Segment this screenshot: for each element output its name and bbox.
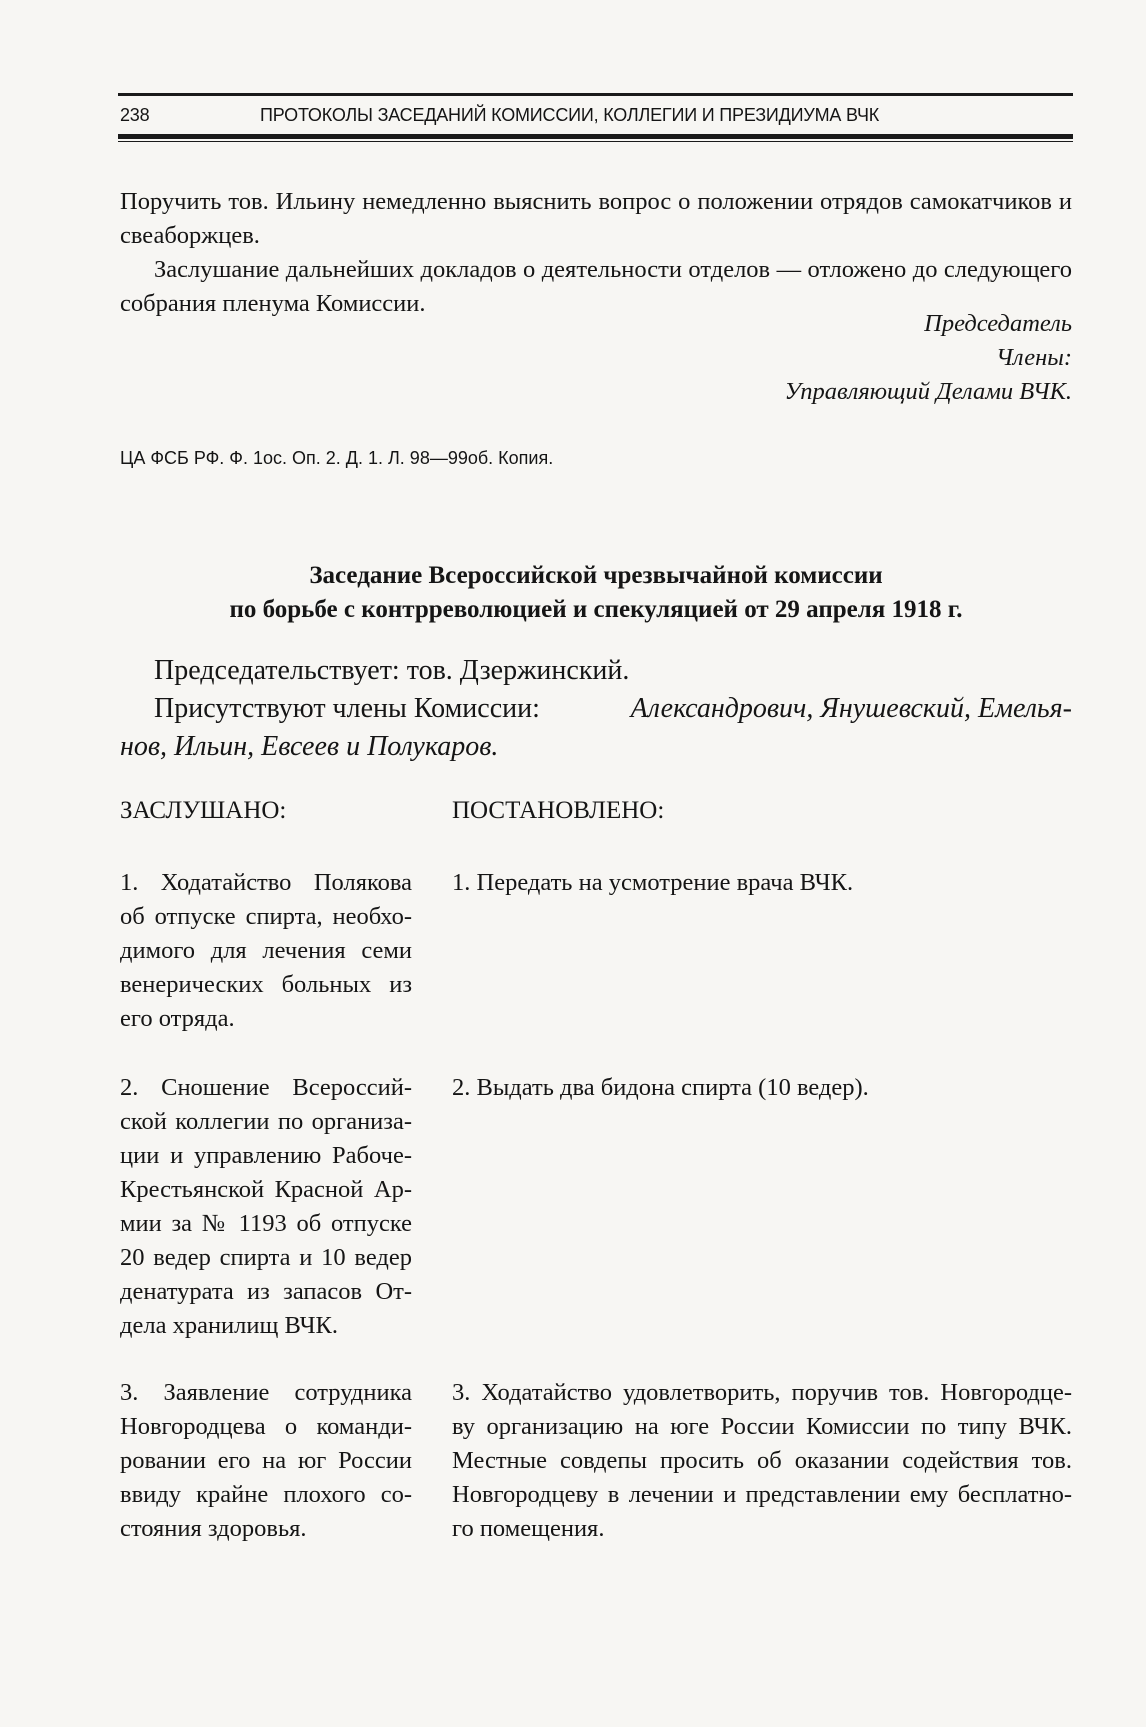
item-2-heard-line: 2. Сношение Всероссий- xyxy=(120,1074,412,1101)
item-1-heard-line: его отряда. xyxy=(120,1005,235,1032)
intro-paragraph-1 xyxy=(120,185,1072,253)
running-header xyxy=(118,93,1073,142)
item-3-heard-line: стояния здоровья. xyxy=(120,1515,307,1542)
title-line-1: Заседание Всероссийской чрезвычайной комиссии xyxy=(309,562,883,589)
item-2-heard-line: денатурата из запасов От- xyxy=(120,1278,412,1305)
present-label: Присутствуют члены Комиссии: xyxy=(154,693,540,724)
item-1-resolved-line: 1. Передать на усмотрение врача ВЧК. xyxy=(452,869,854,896)
signature-chairman: Председатель xyxy=(924,310,1072,337)
item-3-resolved-line: Новгородцеву в лечении и представлении ему бесплатно- xyxy=(452,1481,1072,1508)
item-2-heard-line: мии за № 1193 об отпуске xyxy=(120,1210,412,1237)
item-1-resolved xyxy=(452,866,1072,900)
intro-text-1: Поручить тов. Ильину немедленно выяснить вопрос о положении отрядов самокатчиков и свеаборжцев. xyxy=(120,188,1072,249)
item-1-heard-line: 1. Ходатайство Полякова xyxy=(120,869,412,896)
item-3-resolved-line: го помещения. xyxy=(452,1515,605,1542)
title-line-2: по борьбе с контрреволюцией и спекуляцией от 29 апреля 1918 г. xyxy=(229,596,963,623)
item-3-heard-line: ровании его на юг России xyxy=(120,1447,412,1474)
resolved-column-heading: ПОСТАНОВЛЕНО: xyxy=(452,797,665,824)
item-1-heard-line: димого для лечения семи xyxy=(120,937,412,964)
page-number: 238 xyxy=(120,105,150,125)
present-members xyxy=(120,690,1072,766)
session-title xyxy=(120,559,1072,627)
item-3-resolved xyxy=(452,1376,1072,1546)
heard-column-heading: ЗАСЛУШАНО: xyxy=(120,797,287,824)
running-title: ПРОТОКОЛЫ ЗАСЕДАНИЙ КОМИССИИ, КОЛЛЕГИИ И ПРЕЗИДИУМА ВЧК xyxy=(260,105,880,125)
item-2-heard-line: ской коллегии по организа- xyxy=(120,1108,412,1135)
item-3-heard-line: 3. Заявление сотрудника xyxy=(120,1379,412,1406)
item-2-resolved xyxy=(452,1071,1072,1105)
item-3-heard xyxy=(120,1376,412,1546)
signature-members: Члены: xyxy=(996,344,1072,371)
header-bottom-rule xyxy=(118,134,1073,139)
signature-manager: Управляющий Делами ВЧК. xyxy=(784,378,1072,405)
header-thin-rule xyxy=(118,141,1073,142)
item-3-resolved-line: Местные совдепы просить об оказании содействия тов. xyxy=(452,1447,1072,1474)
item-3-resolved-line: 3. Ходатайство удовлетворить, поручив тов. Новгородце- xyxy=(452,1379,1072,1406)
item-1-heard-line: об отпуске спирта, необхо- xyxy=(120,903,412,930)
item-2-heard-line: 20 ведер спирта и 10 ведер xyxy=(120,1244,412,1271)
item-3-heard-line: Новгородцева о команди- xyxy=(120,1413,412,1440)
item-2-heard xyxy=(120,1071,412,1343)
present-names-line-1: Александрович, Янушевский, Емелья- xyxy=(630,693,1072,724)
item-2-heard-line: ции и управлению Рабоче- xyxy=(120,1142,412,1169)
item-1-heard-line: венерических больных из xyxy=(120,971,412,998)
item-3-heard-line: ввиду крайне плохого со- xyxy=(120,1481,412,1508)
item-1-heard xyxy=(120,866,412,1036)
item-2-resolved-line: 2. Выдать два бидона спирта (10 ведер). xyxy=(452,1074,869,1101)
archive-reference: ЦА ФСБ РФ. Ф. 1ос. Оп. 2. Д. 1. Л. 98—99об. Копия. xyxy=(120,448,554,468)
item-3-resolved-line: ву организацию на юге России Комиссии по типу ВЧК. xyxy=(452,1413,1072,1440)
presiding-line: Председательствует: тов. Дзержинский. xyxy=(154,655,630,686)
intro-text-2: Заслушание дальнейших докладов о деятельности отделов — отложено до следующего собрания пленума Комиссии. xyxy=(120,256,1072,317)
item-2-heard-line: дела хранилищ ВЧК. xyxy=(120,1312,338,1339)
present-names-line-2: нов, Ильин, Евсеев и Полукаров. xyxy=(120,731,499,762)
item-2-heard-line: Крестьянской Красной Ар- xyxy=(120,1176,412,1203)
